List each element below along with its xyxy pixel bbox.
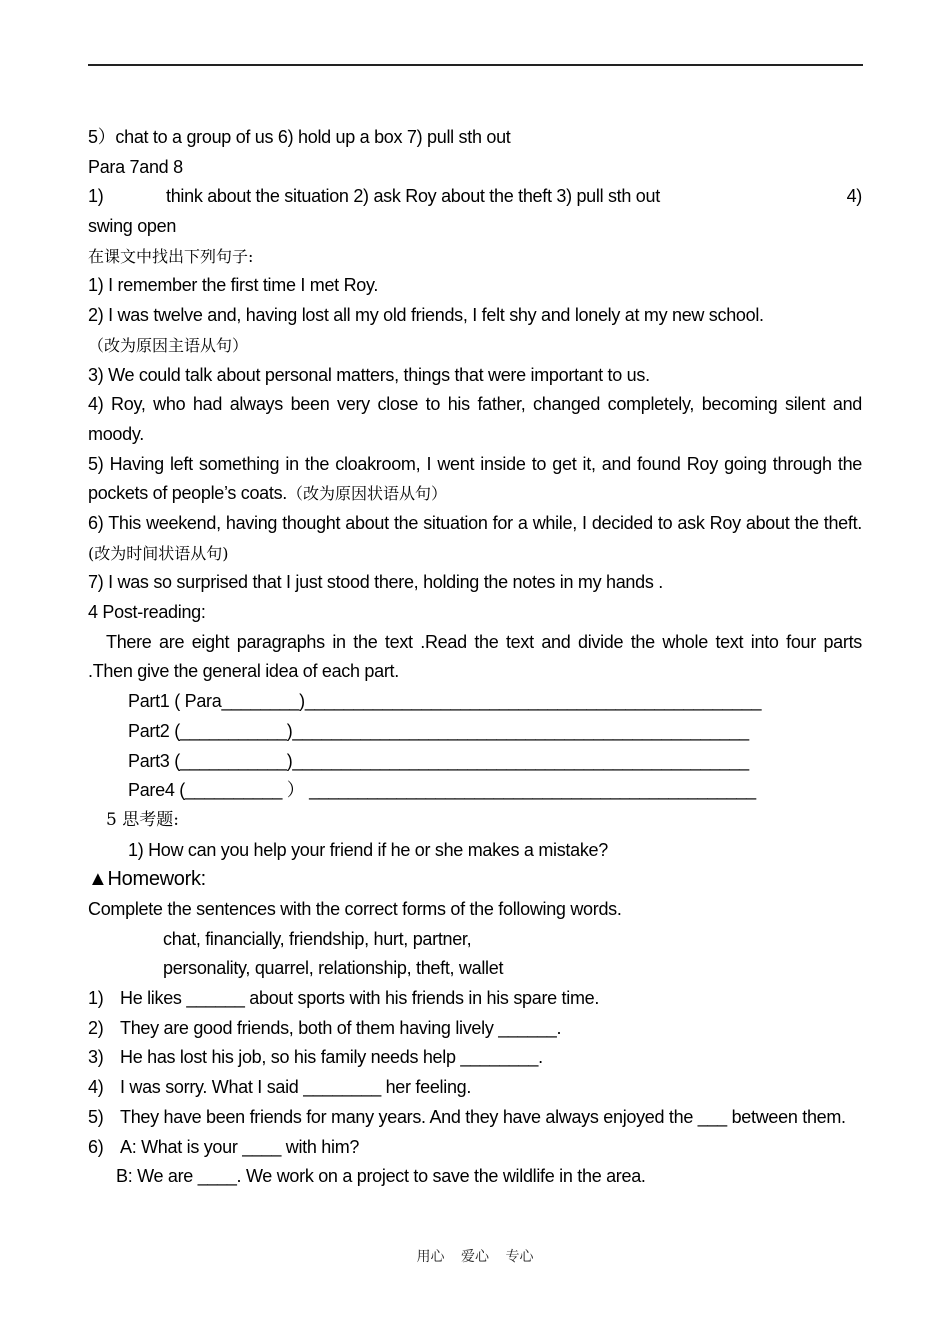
post-reading-instruction: There are eight paragraphs in the text .Read the text and divide the whole text into four parts .Then give the general idea of each part.: [88, 631, 862, 682]
item-text: He likes ______ about sports with his friends in his spare time.: [120, 988, 600, 1009]
sentence-item: 7) I was so surprised that I just stood there, holding the notes in my hands .: [88, 572, 663, 593]
sentence-item: 1) I remember the first time I met Roy.: [88, 275, 379, 296]
item-number: 4): [88, 1077, 104, 1098]
page-footer: 用心 爱心 专心: [416, 1249, 534, 1265]
homework-item: [88, 1014, 862, 1044]
item-number: 1): [88, 988, 104, 1009]
sentence-item: 3) We could talk about personal matters, things that were important to us.: [88, 364, 650, 385]
homework-item: [88, 1043, 862, 1073]
find-sentences-heading: 在课文中找出下列句子:: [88, 246, 254, 266]
item-number: 3): [88, 1047, 104, 1068]
post-reading-heading: 4 Post-reading:: [88, 602, 206, 623]
phrase-line: swing open: [88, 216, 177, 237]
item-text: He has lost his job, so his family needs help ________.: [120, 1047, 543, 1068]
item-text: They have been friends for many years. And they have always enjoyed the ___ between them.: [120, 1106, 846, 1127]
part-row[interactable]: Part3 (___________)_______________________________________________: [128, 750, 749, 771]
word-bank-line: personality, quarrel, relationship, theft, wallet: [163, 958, 504, 979]
sentence-note: （改为原因状语从句）: [287, 484, 448, 504]
sentence-item: 4) Roy, who had always been very close to his father, changed completely, becoming silent and moody.: [88, 394, 862, 444]
sentence-text: 5) Having left something in the cloakroom, I went inside to get it, and found Roy going through the pockets of people’s coats.: [88, 453, 862, 504]
phrase-num: 1): [88, 186, 104, 207]
word-bank-line: chat, financially, friendship, hurt, partner,: [163, 928, 472, 949]
item-text: I was sorry. What I said ________ her feeling.: [120, 1077, 472, 1098]
thinking-heading: 5 思考题:: [106, 809, 179, 830]
part-row[interactable]: Part2 (___________)_______________________________________________: [128, 720, 749, 741]
homework-item: [88, 1103, 862, 1133]
homework-item: [88, 1133, 862, 1163]
sentence-item: [88, 509, 862, 568]
item-text: They are good friends, both of them having lively ______.: [120, 1017, 562, 1038]
sentence-item: [88, 450, 862, 509]
sentence-note: (改为时间状语从句): [88, 543, 229, 563]
thinking-question: 1) How can you help your friend if he or she makes a mistake?: [128, 839, 608, 860]
homework-heading: ▲Homework:: [88, 868, 206, 891]
homework-instruction: Complete the sentences with the correct forms of the following words.: [88, 899, 622, 919]
item-number: 2): [88, 1017, 104, 1038]
phrase-line-para78: [88, 182, 862, 212]
homework-item: [88, 1073, 862, 1103]
sentence-item: 2) I was twelve and, having lost all my old friends, I felt shy and lonely at my new school.: [88, 305, 764, 326]
para-heading: Para 7and 8: [88, 156, 183, 177]
part-row[interactable]: Pare4 (__________ ） ______________________________________________: [128, 780, 756, 801]
item-text: A: What is your ____ with him?: [120, 1136, 360, 1157]
homework-item-6b: B: We are ____. We work on a project to save the wildlife in the area.: [116, 1166, 646, 1187]
sentence-note: （改为原因主语从句）: [88, 335, 249, 355]
item-number: 5): [88, 1106, 104, 1127]
part-row[interactable]: Part1 ( Para________)_______________________________________________: [128, 691, 762, 712]
sentence-text: 6) This weekend, having thought about the situation for a while, I decided to ask Roy about the theft.: [88, 513, 862, 533]
header-rule: [88, 64, 863, 66]
phrase-num: 4): [846, 186, 862, 207]
document-body: [88, 123, 862, 1192]
item-number: 6): [88, 1136, 104, 1157]
phrase-line: 5）chat to a group of us 6) hold up a box 7) pull sth out: [88, 127, 511, 147]
phrase-text: think about the situation 2) ask Roy about the theft 3) pull sth out: [166, 186, 660, 207]
homework-item: [88, 984, 862, 1014]
